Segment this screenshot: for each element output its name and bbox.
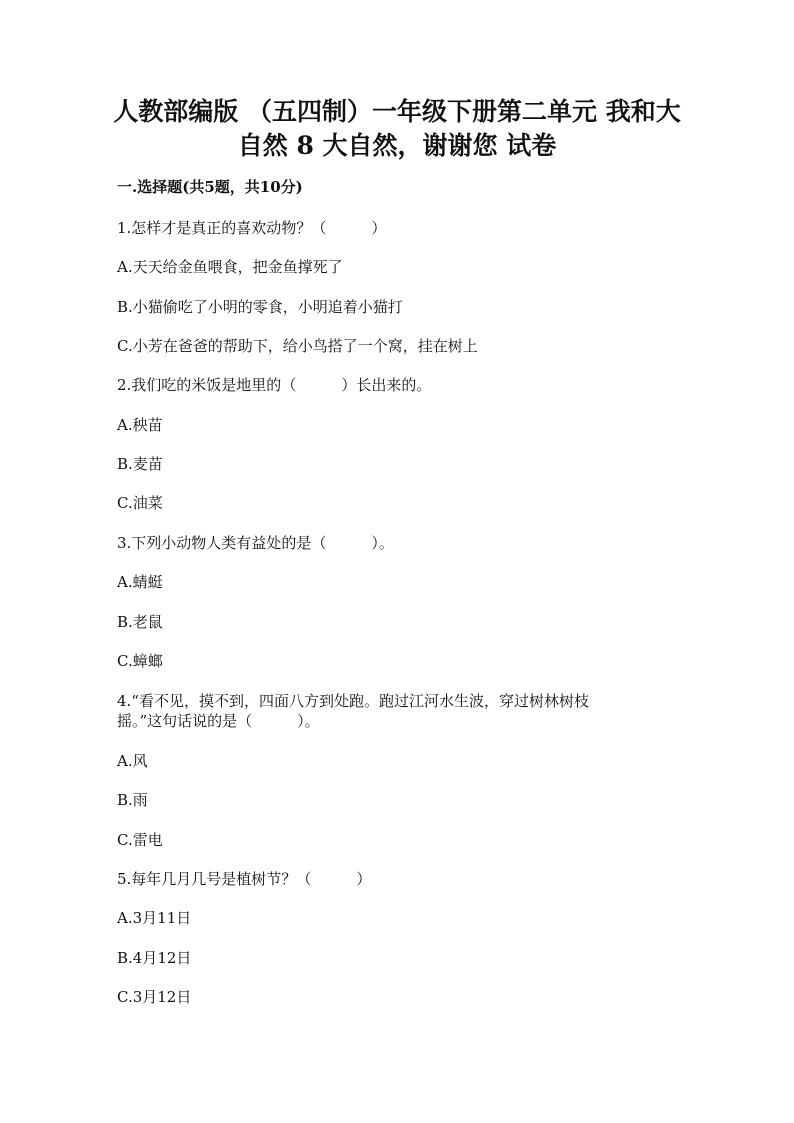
- question-2-stem: 2.我们吃的米饭是地里的（ ）长出来的。: [117, 376, 432, 394]
- question-4-option-b: B.雨: [117, 791, 148, 809]
- question-3-option-a: A.蜻蜓: [117, 573, 163, 591]
- question-3-option-b: B.老鼠: [117, 613, 163, 631]
- page-title-line-2: 自然 8 大自然，谢谢您 试卷: [237, 131, 557, 160]
- question-3-option-c: C.蟑螂: [117, 652, 163, 670]
- question-5-stem: 5.每年几月几号是植树节？（ ）: [117, 870, 372, 888]
- section-heading: 一.选择题(共5题，共10分): [117, 178, 303, 196]
- question-1-option-a: A.天天给金鱼喂食，把金鱼撑死了: [117, 258, 343, 276]
- question-1-option-b: B.小猫偷吃了小明的零食，小明追着小猫打: [117, 298, 403, 316]
- question-5-option-c: C.3月12日: [117, 988, 192, 1006]
- question-1-stem: 1.怎样才是真正的喜欢动物？（ ）: [117, 219, 387, 237]
- question-1-option-c: C.小芳在爸爸的帮助下，给小鸟搭了一个窝，挂在树上: [117, 337, 478, 355]
- question-4-option-c: C.雷电: [117, 831, 163, 849]
- question-5-option-a: A.3月11日: [117, 909, 192, 927]
- question-4-option-a: A.风: [117, 752, 148, 770]
- question-3-stem: 3.下列小动物人类有益处的是（ ）。: [117, 534, 394, 552]
- question-2-option-b: B.麦苗: [117, 455, 163, 473]
- question-4-stem-line-1: 4.“看不见，摸不到，四面八方到处跑。跑过江河水生波，穿过树林树枝: [117, 692, 589, 710]
- page-title-line-1: 人教部编版 （五四制）一年级下册第二单元 我和大: [113, 97, 681, 126]
- question-5-option-b: B.4月12日: [117, 949, 192, 967]
- question-2-option-c: C.油菜: [117, 494, 163, 512]
- question-4-stem-line-2: 摇。”这句话说的是（ ）。: [117, 712, 320, 730]
- question-2-option-a: A.秧苗: [117, 416, 163, 434]
